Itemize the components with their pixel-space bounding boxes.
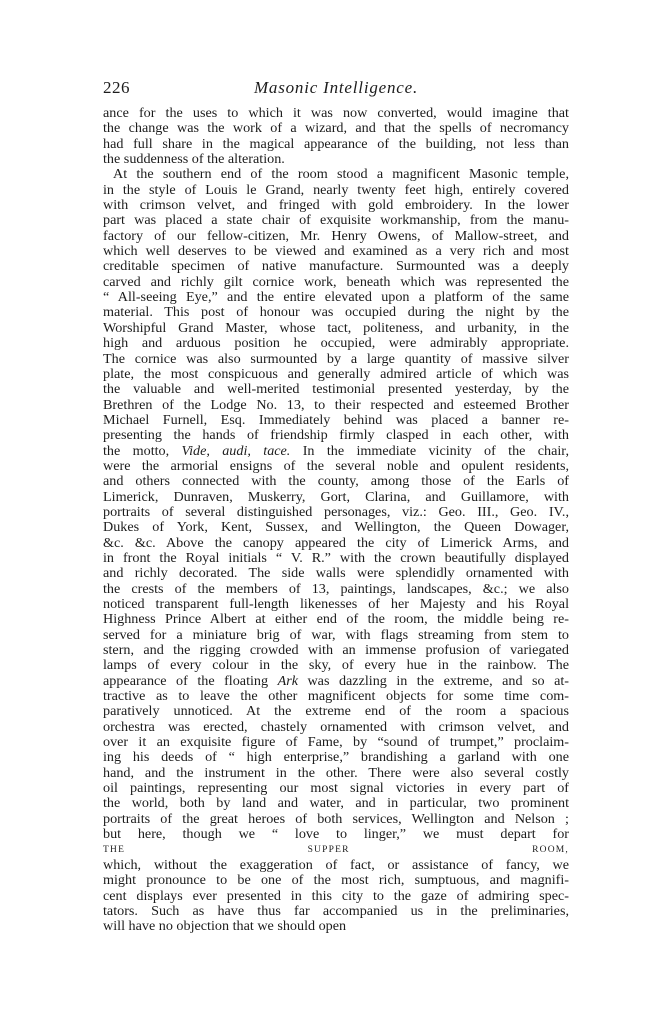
running-title: Masonic Intelligence.: [253, 78, 419, 97]
text-line: The cornice was also surmounted by a large quantity of massive silver: [103, 351, 569, 367]
text-line: served for a miniature brig of war, with flags streaming from stem to: [103, 627, 569, 643]
text-line: Limerick, Dunraven, Muskerry, Gort, Clarina, and Guillamore, with: [103, 489, 569, 505]
text-line: material. This post of honour was occupied during the night by the: [103, 305, 569, 321]
text-line: orchestra was erected, chastely ornamented with crimson velvet, and: [103, 719, 569, 735]
text-line: over it an exquisite figure of Fame, by “sound of trumpet,” proclaim-: [103, 735, 569, 751]
text-line: with crimson velvet, and fringed with gold embroidery. In the lower: [103, 198, 569, 214]
text-line: the valuable and well-merited testimonial presented yesterday, by the: [103, 382, 569, 398]
text-line: part was placed a state chair of exquisite workmanship, from the manu-: [103, 213, 569, 229]
text-line: Worshipful Grand Master, whose tact, politeness, and urbanity, in the: [103, 320, 569, 336]
text-line: paratively unnoticed. At the extreme end of the room a spacious: [103, 704, 569, 720]
text-line: Dukes of York, Kent, Sussex, and Wellington, the Queen Dowager,: [103, 520, 569, 536]
text-line: portraits of the great heroes of both services, Wellington and Nelson ;: [103, 811, 569, 827]
text-line: plate, the most conspicuous and generally admired article of which was: [103, 366, 569, 382]
text-line: high and arduous position he occupied, were admirably appropriate.: [103, 336, 569, 352]
text-line: the change was the work of a wizard, and that the spells of necromancy: [103, 121, 569, 137]
text-line: might pronounce to be one of the most rich, sumptuous, and magnifi-: [103, 873, 569, 889]
text-line: the world, both by land and water, and in particular, two prominent: [103, 796, 569, 812]
text-line: will have no objection that we should open: [103, 919, 347, 935]
text-line: carved and richly gilt cornice work, beneath which was represented the: [103, 274, 569, 290]
text-line: cent displays ever presented in this city to the gaze of admiring spec-: [103, 888, 569, 904]
text-line: ance for the uses to which it was now converted, would imagine that: [103, 106, 569, 121]
text-line: the motto, Vide, audi, tace. In the immediate vicinity of the chair,: [103, 443, 569, 459]
text-line: factory of our fellow-citizen, Mr. Henry Owens, of Mallow-street, and: [103, 228, 569, 244]
text-line: had full share in the magical appearance of the building, not less than: [103, 136, 569, 152]
text-line: the suddenness of the alteration.: [103, 152, 285, 168]
text-line: Highness Prince Albert at either end of the room, the middle being re-: [103, 612, 569, 628]
section-subheading: THE SUPPER ROOM,: [103, 844, 569, 855]
text-line: oil paintings, representing our most signal victories in every part of: [103, 781, 569, 797]
text-line: appearance of the floating Ark was dazzling in the extreme, and so at-: [103, 673, 569, 689]
text-line: noticed transparent full-length likenesses of her Majesty and his Royal: [103, 597, 569, 612]
article-body: [103, 106, 569, 935]
paragraph-group-supper-room: [103, 858, 569, 935]
text-line: creditable specimen of native manufacture. Surmounted was a deeply: [103, 259, 569, 275]
text-line: and richly decorated. The side walls were splendidly ornamented with: [103, 566, 569, 582]
text-line: lamps of every colour in the sky, of every hue in the rainbow. The: [103, 658, 569, 674]
page-number: 226: [103, 78, 130, 97]
text-line: &c. &c. Above the canopy appeared the city of Limerick Arms, and: [103, 535, 569, 551]
text-line: At the southern end of the room stood a magnificent Masonic temple,: [113, 167, 569, 183]
text-line: which well deserves to be viewed and examined as a very rich and most: [103, 244, 569, 260]
text-line: “ All-seeing Eye,” and the entire elevated upon a platform of the same: [103, 290, 569, 306]
text-line: hand, and the instrument in the other. There were also several costly: [103, 765, 569, 781]
text-line: tators. Such as have thus far accompanied us in the preliminaries,: [103, 903, 569, 919]
text-line: tractive as to leave the other magnificent objects for some time com-: [103, 689, 569, 705]
book-page: [103, 78, 569, 935]
text-line: which, without the exaggeration of fact, or assistance of fancy, we: [103, 857, 569, 873]
text-line: presenting the hands of friendship firmly clasped in each other, with: [103, 428, 569, 444]
text-line: portraits of several distinguished personages, viz.: Geo. III., Geo. IV.,: [103, 504, 569, 520]
text-line: in the style of Louis le Grand, nearly twenty feet high, entirely covered: [103, 182, 569, 198]
text-line: were the armorial ensigns of the several noble and opulent residents,: [103, 458, 569, 474]
paragraph-group-temple: [103, 106, 569, 843]
text-line: the crests of the members of 13, paintings, landscapes, &c.; we also: [103, 581, 569, 597]
text-line: but here, though we “ love to linger,” we must depart for: [103, 827, 569, 843]
text-line: Brethren of the Lodge No. 13, to their respected and esteemed Brother: [103, 397, 569, 413]
text-line: and others connected with the county, among those of the Earls of: [103, 474, 569, 490]
text-line: stern, and the rigging crowded with an immense profusion of variegated: [103, 643, 569, 659]
text-line: Michael Furnell, Esq. Immediately behind was placed a banner re-: [103, 412, 569, 428]
text-line: in front the Royal initials “ V. R.” with the crown beautifully displayed: [103, 550, 569, 566]
page-header: [103, 78, 569, 102]
text-line: ing his deeds of “ high enterprise,” brandishing a garland with one: [103, 750, 569, 766]
